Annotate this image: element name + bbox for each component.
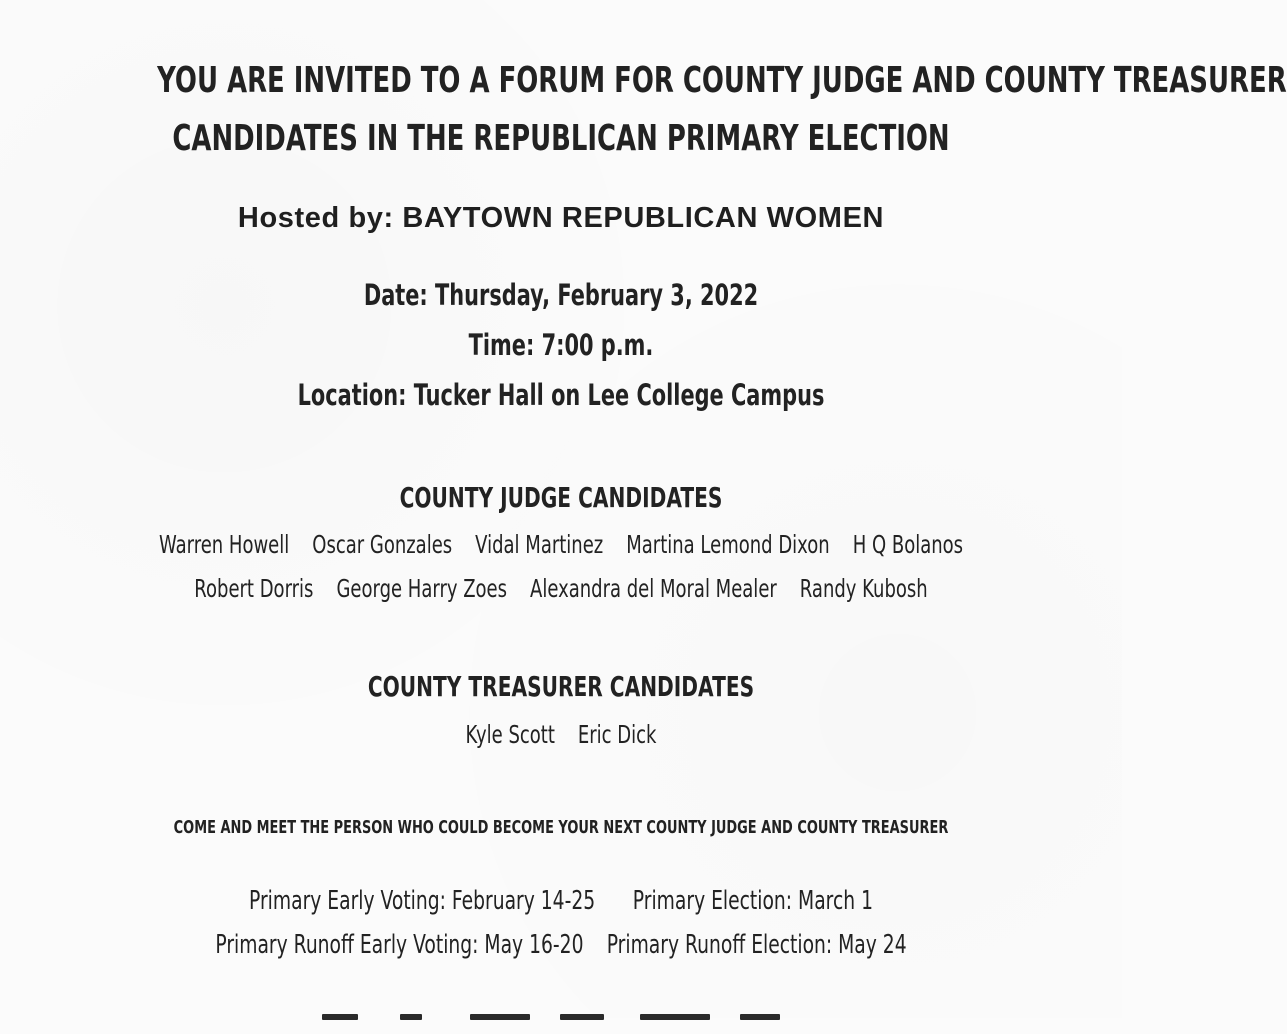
runoff-election-date: Primary Runoff Election: May 24 [606,930,907,960]
treasurer-candidates-row [157,720,965,749]
judge-candidates-heading: COUNTY JUDGE CANDIDATES [399,481,723,514]
candidate-name: Randy Kubosh [799,574,928,603]
judge-candidates-row-2 [157,574,965,603]
candidate-name: Robert Dorris [194,574,314,603]
event-date: Date: Thursday, February 3, 2022 [363,278,759,312]
title-line-1: YOU ARE INVITED TO A FORUM FOR COUNTY JUDGE AND COUNTY TREASURER [157,60,1287,101]
primary-election-date: Primary Election: March 1 [632,886,873,916]
event-time: Time: 7:00 p.m. [468,328,654,362]
candidate-name: Eric Dick [577,720,657,749]
candidate-name: H Q Bolanos [852,530,964,559]
candidate-name: Martina Lemond Dixon [626,530,830,559]
candidate-name: Kyle Scott [465,720,555,749]
treasurer-candidates-heading: COUNTY TREASURER CANDIDATES [367,670,755,703]
cut-off-text-fragment [0,1004,1122,1034]
candidate-name: Vidal Martinez [475,530,604,559]
early-voting-dates: Primary Early Voting: February 14-25 [249,886,596,916]
title-line-2: CANDIDATES IN THE REPUBLICAN PRIMARY ELECTION [172,118,950,159]
runoff-dates-row [157,930,965,960]
hosted-by: Hosted by: BAYTOWN REPUBLICAN WOMEN [237,202,885,234]
event-location: Location: Tucker Hall on Lee College Campus [297,378,825,412]
tagline: COME AND MEET THE PERSON WHO COULD BECOME YOUR NEXT COUNTY JUDGE AND COUNTY TREASURER [173,817,949,838]
candidate-name: Warren Howell [158,530,290,559]
candidate-name: George Harry Zoes [336,574,508,603]
candidate-name: Alexandra del Moral Mealer [530,574,777,603]
runoff-early-voting-dates: Primary Runoff Early Voting: May 16-20 [215,930,584,960]
primary-dates-row [157,886,965,916]
candidate-name: Oscar Gonzales [312,530,453,559]
judge-candidates-row-1 [157,530,965,559]
